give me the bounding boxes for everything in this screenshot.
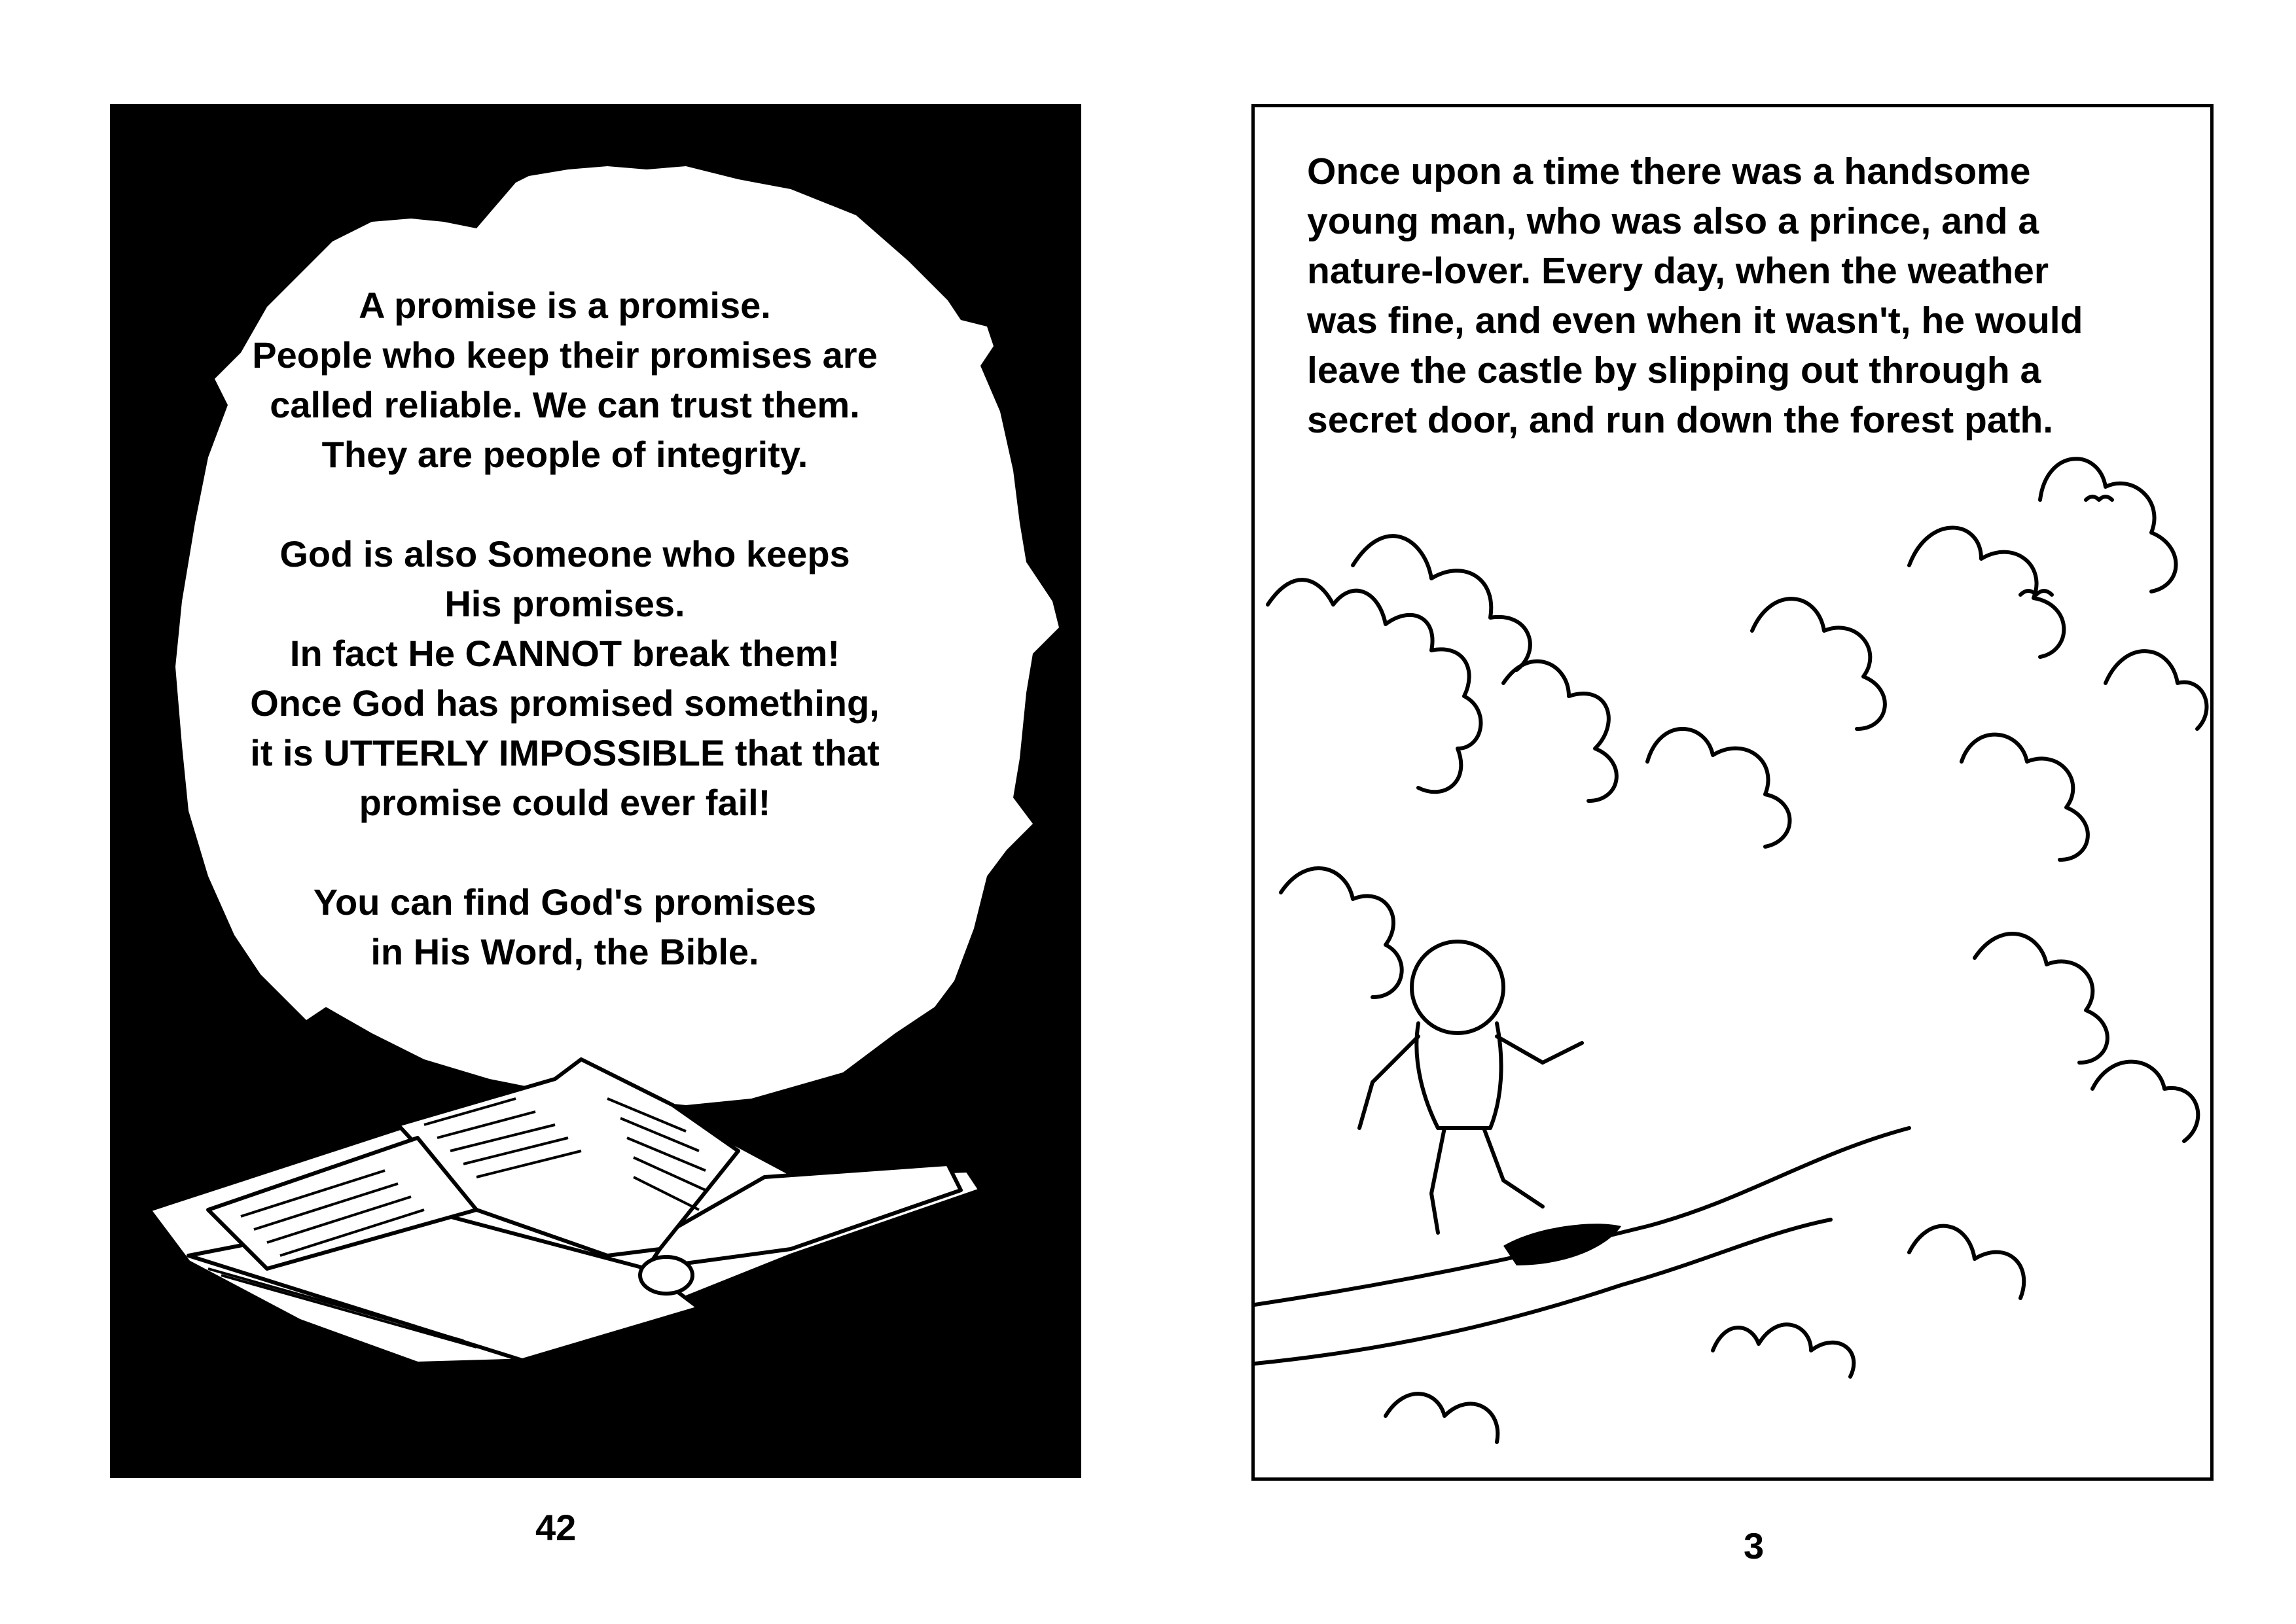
right-page-text <box>1307 147 2204 445</box>
left-page-text <box>195 281 935 1027</box>
text-line: in His Word, the Bible. <box>370 931 759 972</box>
text-line: You can find God's promises <box>313 881 817 923</box>
bush <box>1713 1324 1854 1377</box>
text-line: promise could ever fail! <box>359 782 771 823</box>
forest-path <box>1255 1128 1909 1305</box>
open-bible-icon <box>149 1059 980 1364</box>
tree-canopy <box>1962 735 2088 860</box>
tree-canopy <box>1503 662 1617 801</box>
bird <box>2086 497 2112 500</box>
text-line: young man, who was also a prince, and a <box>1307 200 2039 242</box>
text-line: was fine, and even when it wasn't, he would <box>1307 300 2083 342</box>
text-line: secret door, and run down the forest path. <box>1307 399 2054 441</box>
text-line: Once God has promised something, <box>250 682 880 724</box>
left-page-panel <box>110 104 1081 1478</box>
text-line: People who keep their promises are <box>252 334 878 376</box>
text-line: it is UTTERLY IMPOSSIBLE that that <box>250 732 880 773</box>
bush <box>1386 1394 1498 1442</box>
right-page-panel <box>1251 104 2214 1481</box>
tree-canopy <box>2040 459 2176 591</box>
paragraph-god-keeps-promises <box>195 529 935 828</box>
tree-canopy <box>1281 868 1402 997</box>
text-line: Once upon a time there was a handsome <box>1307 150 2031 192</box>
text-line: leave the castle by slipping out through a <box>1307 349 2041 391</box>
page-number-left: 42 <box>535 1507 577 1548</box>
paragraph-promise <box>195 281 935 480</box>
tree-canopy <box>1647 729 1790 847</box>
paragraph-bible <box>195 877 935 977</box>
tree-canopy <box>2092 1062 2198 1141</box>
text-line: They are people of integrity. <box>321 434 808 475</box>
tree-canopy <box>2106 651 2206 729</box>
text-line: nature-lover. Every day, when the weather <box>1307 250 2049 292</box>
puddle <box>1503 1224 1621 1265</box>
bush <box>1909 1226 2024 1298</box>
text-line: called reliable. We can trust them. <box>270 384 860 425</box>
text-line: In fact He CANNOT break them! <box>289 633 840 674</box>
text-line: His promises. <box>444 583 685 624</box>
tree-canopy <box>1752 599 1885 729</box>
tree-canopy <box>1268 580 1480 792</box>
running-prince-figure <box>1359 942 1582 1233</box>
text-line: A promise is a promise. <box>359 285 771 326</box>
text-line: God is also Someone who keeps <box>279 533 850 574</box>
tree-canopy <box>1975 934 2108 1063</box>
page-number-right: 3 <box>1744 1525 1765 1566</box>
